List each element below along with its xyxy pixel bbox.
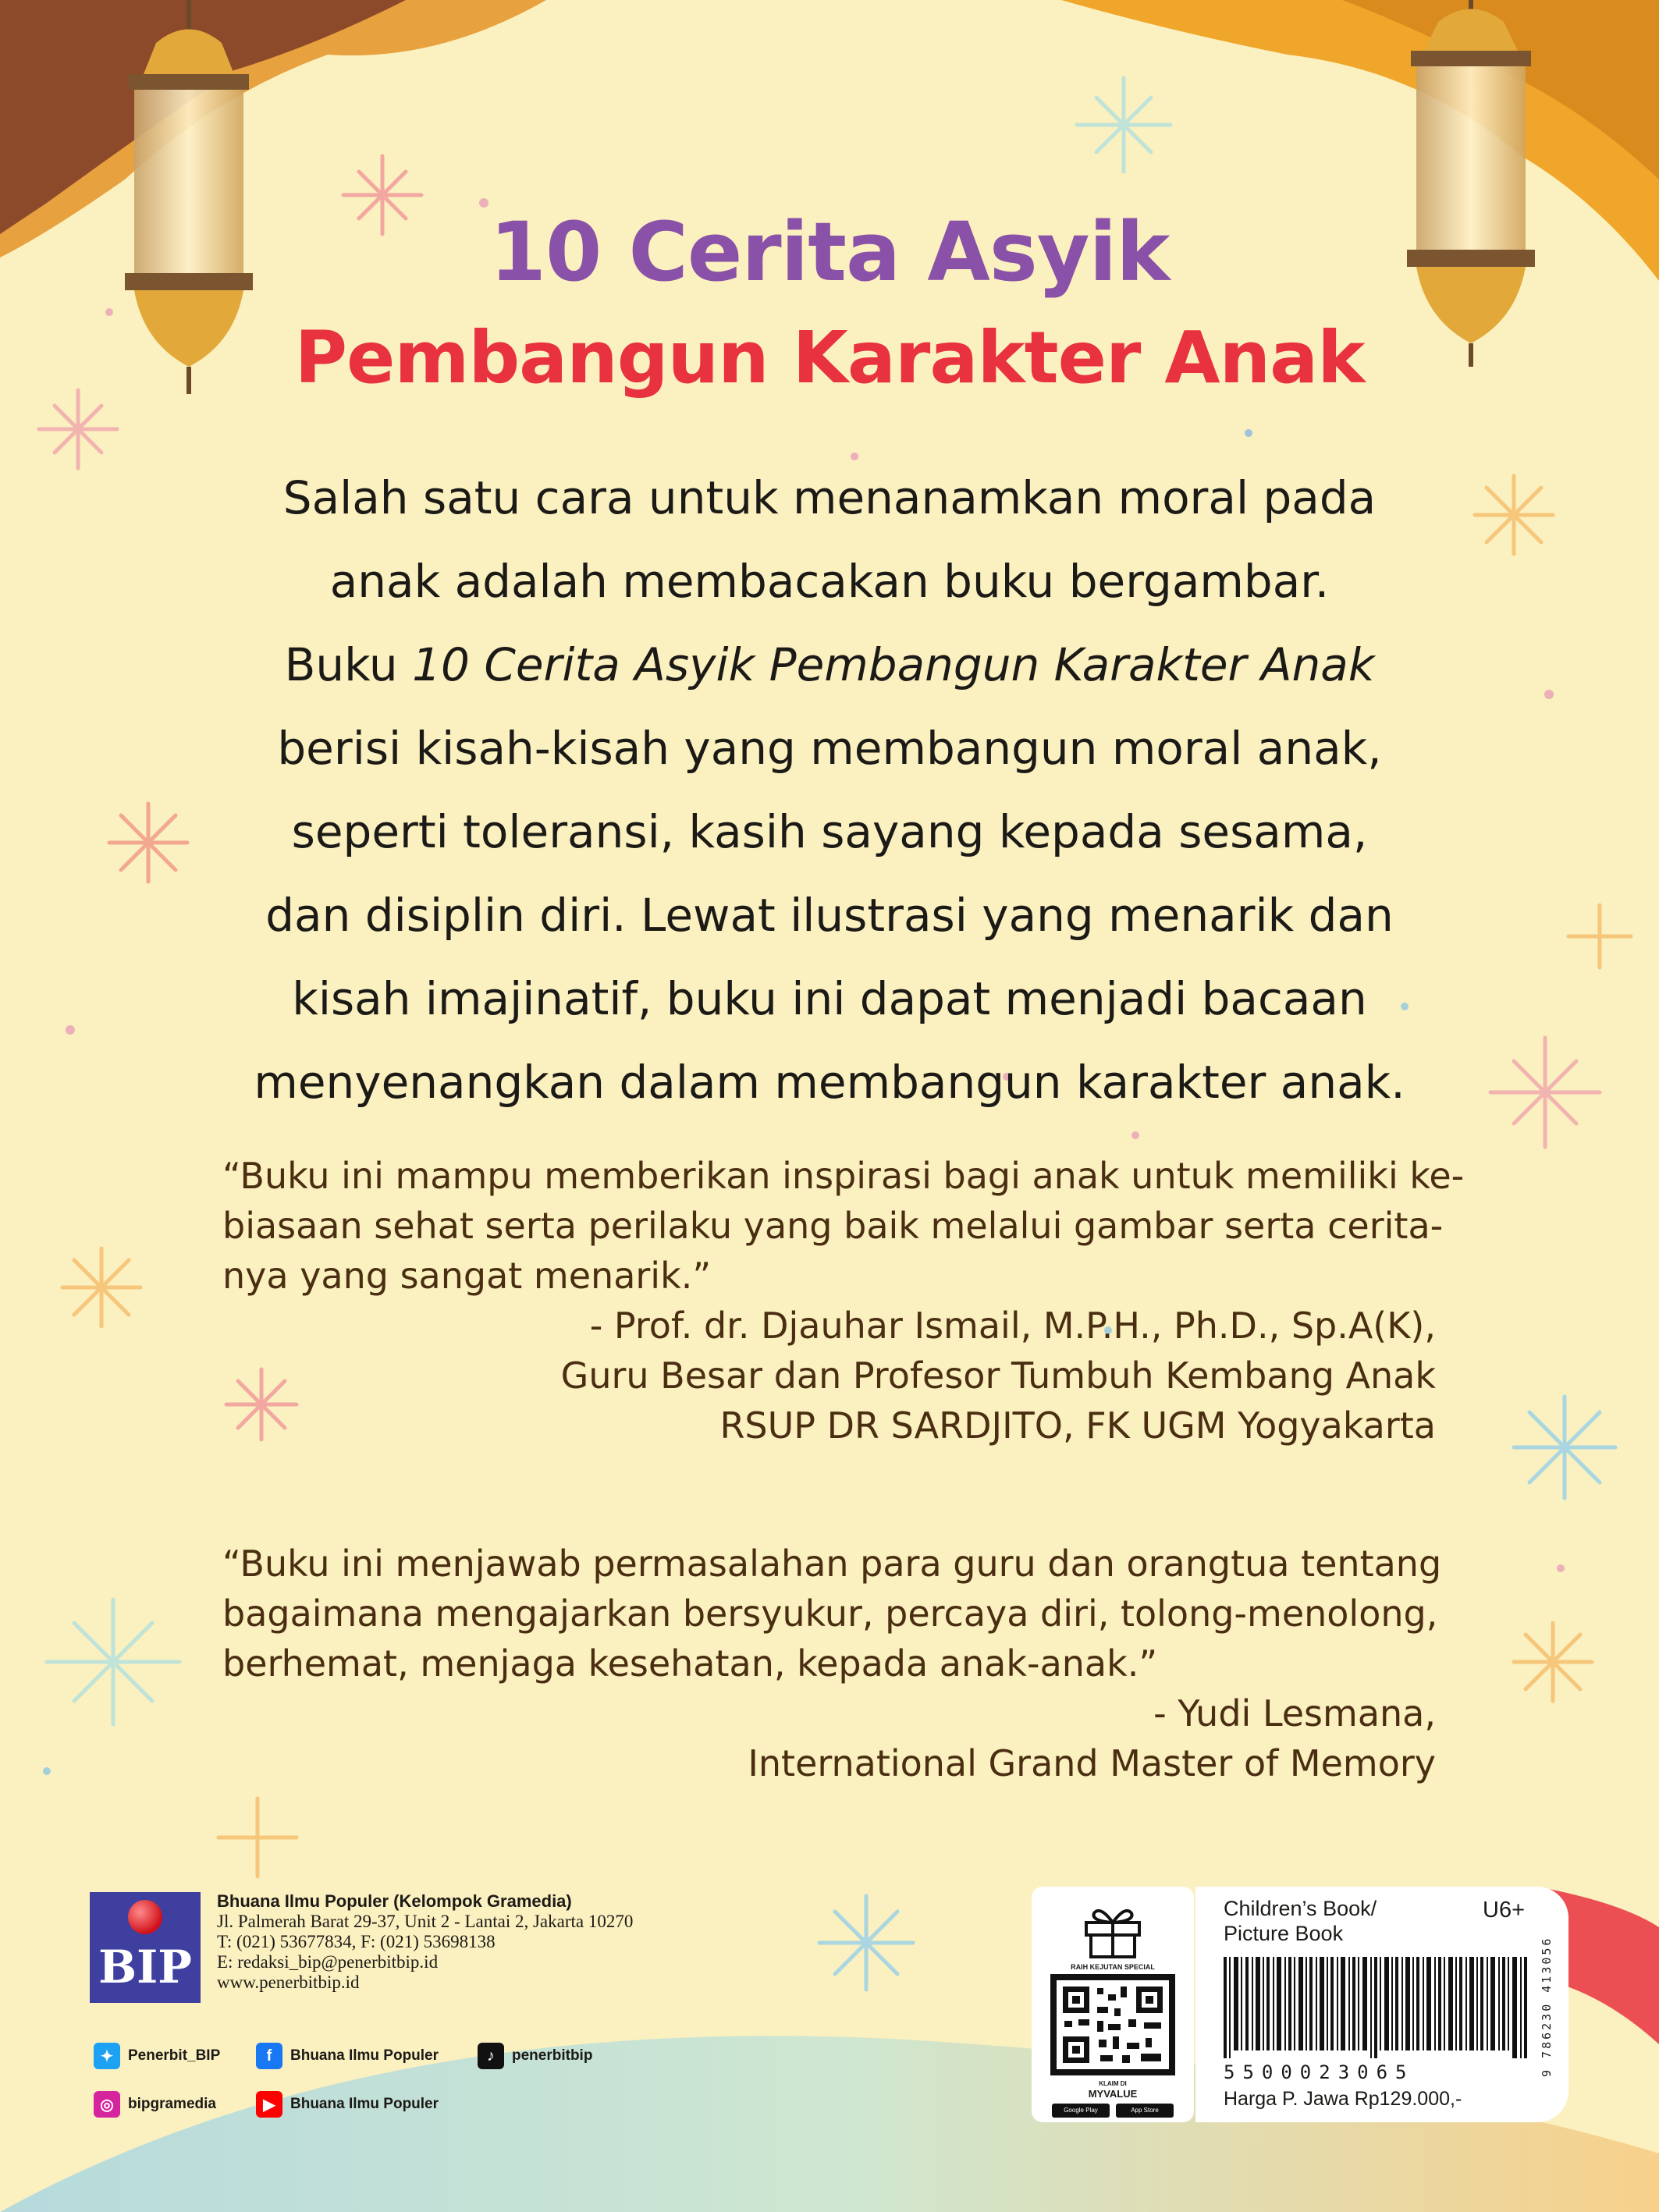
publisher-phone: T: (021) 53677834, F: (021) 53698138 — [217, 1932, 496, 1951]
youtube-icon: ▶ — [256, 2091, 282, 2118]
publisher-info — [217, 1891, 633, 1993]
social-handle: bipgramedia — [128, 2096, 216, 2112]
google-play-badge[interactable]: Google Play — [1052, 2104, 1110, 2118]
publisher-name: Bhuana Ilmu Populer (Kelompok Gramedia) — [217, 1891, 572, 1911]
description-line: dan disiplin diri. Lewat ilustrasi yang menarik dan — [265, 889, 1394, 942]
qr-promo-box — [1032, 1887, 1194, 2122]
quote-attribution: International Grand Master of Memory — [748, 1742, 1436, 1784]
social-handle: penerbitbip — [512, 2047, 593, 2064]
description-line: Salah satu cara untuk menanamkan moral pada — [282, 471, 1377, 524]
barcode-digits: 5500023065 — [1224, 2061, 1415, 2083]
tiktok-icon: ♪ — [478, 2043, 504, 2069]
social-instagram — [94, 2091, 216, 2118]
description-line: seperti toleransi, kasih sayang kepada sesama, — [291, 805, 1368, 858]
category-line: Children’s Book/ — [1224, 1897, 1377, 1920]
book-category — [1224, 1896, 1377, 1946]
twitter-icon: ✦ — [94, 2043, 120, 2069]
social-twitter — [94, 2043, 220, 2069]
publisher-email: E: redaksi_bip@penerbitbip.id — [217, 1952, 439, 1972]
social-handle: Penerbit_BIP — [128, 2047, 221, 2064]
buku-prefix: Buku — [284, 638, 413, 691]
category-line: Picture Book — [1224, 1922, 1344, 1945]
description-line: anak adalah membacakan buku bergambar. — [329, 555, 1330, 608]
social-handle: Bhuana Ilmu Populer — [290, 2047, 439, 2064]
barcode-box — [1195, 1887, 1568, 2122]
social-handle: Bhuana Ilmu Populer — [290, 2096, 439, 2112]
bip-logo — [90, 1892, 201, 2003]
endorsement-quote-1 — [222, 1151, 1465, 1450]
quote-line: berhemat, menjaga kesehatan, kepada anak-anak.” — [222, 1642, 1158, 1685]
endorsement-quote-2 — [222, 1539, 1442, 1788]
claim-label: KLAIM DI — [1099, 2080, 1127, 2087]
description-line: berisi kisah-kisah yang membangun moral anak, — [277, 722, 1382, 775]
social-facebook — [256, 2043, 439, 2069]
description-line: menyenangkan dalam membangun karakter anak. — [254, 1056, 1405, 1109]
quote-line: “Buku ini menjawab permasalahan para guru dan orangtua tentang — [222, 1543, 1442, 1585]
qr-code[interactable] — [1050, 1974, 1175, 2075]
gift-icon — [1082, 1902, 1144, 1958]
social-youtube — [256, 2091, 439, 2118]
isbn-number: 9 786230 413056 — [1540, 1936, 1554, 2077]
facebook-icon: f — [256, 2043, 282, 2069]
quote-attribution: - Yudi Lesmana, — [1153, 1692, 1436, 1734]
book-title-italic: 10 Cerita Asyik Pembangun Karakter Anak — [412, 638, 1375, 691]
barcode — [1224, 1957, 1528, 2058]
promo-label: RAIH KEJUTAN SPECIAL — [1071, 1963, 1155, 1971]
price-label: Harga P. Jawa Rp129.000,- — [1224, 2088, 1462, 2110]
publisher-website: www.penerbitbip.id — [217, 1972, 360, 1992]
book-description — [203, 456, 1456, 1124]
quote-line: nya yang sangat menarik.” — [222, 1255, 712, 1297]
quote-line: biasaan sehat serta perilaku yang baik melalui gambar serta cerita- — [222, 1205, 1444, 1247]
logo-ball-icon — [128, 1900, 162, 1934]
instagram-icon: ◎ — [94, 2091, 120, 2118]
description-line: kisah imajinatif, buku ini dapat menjadi bacaan — [292, 972, 1367, 1025]
description-line — [203, 623, 1456, 707]
publisher-address: Jl. Palmerah Barat 29-37, Unit 2 - Lantai 2, Jakarta 10270 — [217, 1912, 634, 1931]
quote-attribution: - Prof. dr. Djauhar Ismail, M.P.H., Ph.D., Sp.A(K), — [589, 1305, 1436, 1347]
quote-line: “Buku ini mampu memberikan inspirasi bagi anak untuk memiliki ke- — [222, 1155, 1465, 1197]
quote-line: bagaimana mengajarkan bersyukur, percaya diri, tolong-menolong, — [222, 1592, 1438, 1635]
quote-attribution: RSUP DR SARDJITO, FK UGM Yogyakarta — [719, 1404, 1436, 1447]
right-lantern — [1407, 0, 1535, 367]
book-title-line2: Pembangun Karakter Anak — [294, 316, 1365, 399]
age-rating: U6+ — [1483, 1898, 1526, 1923]
myvalue-brand: MYVALUE — [1088, 2088, 1138, 2100]
quote-attribution: Guru Besar dan Profesor Tumbuh Kembang Anak — [560, 1355, 1436, 1397]
social-tiktok — [478, 2043, 592, 2069]
logo-text: BIP — [98, 1940, 192, 1994]
app-store-badge[interactable]: App Store — [1116, 2104, 1174, 2118]
book-title-line1: 10 Cerita Asyik — [489, 204, 1170, 300]
